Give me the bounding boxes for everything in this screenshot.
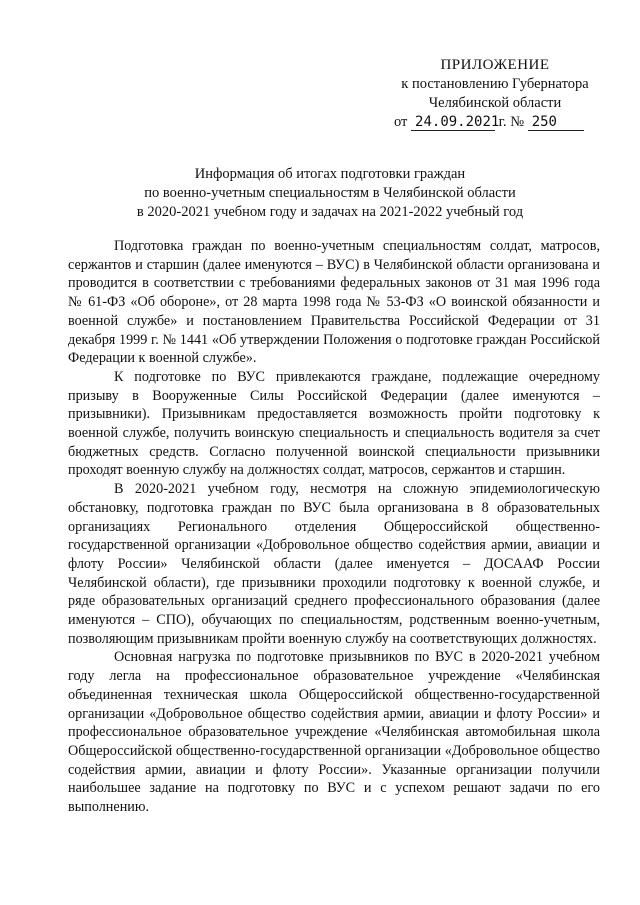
document-heading <box>70 165 590 222</box>
appendix-title: ПРИЛОЖЕНИЕ <box>440 57 550 73</box>
number-prefix: г. № <box>498 114 525 130</box>
heading-line-3: в 2020-2021 учебном году и задачах на 2021-2022 учебный год <box>136 204 524 220</box>
appendix-block <box>380 56 610 132</box>
appendix-date-line <box>380 113 610 132</box>
handwritten-date: 24.09.2021 <box>411 114 495 131</box>
paragraph: К подготовке по ВУС привлекаются граждане, подлежащие очередному призыву в Вооруженные Силы Российской Федерации (далее именуются – призывники). Призывникам предоставляется возможность пройти подготовку к военной службе, получить воинскую специальность и специальность водителя за счет бюджетных средств. Согласно полученной воинской специальности призывники проходят военную службу на должностях солдат, матросов, сержантов и старшин. <box>68 368 600 479</box>
heading-line-1: Информация об итогах подготовки граждан <box>194 166 466 182</box>
handwritten-number: 250 <box>528 114 584 131</box>
date-prefix: от <box>394 114 408 130</box>
paragraph: В 2020-2021 учебном году, несмотря на сложную эпидемиологическую обстановку, подготовка граждан по ВУС была организована в 8 образовательных организациях Регионального отделения Общероссийской общественно-государственной организации «Добровольное общество содействия армии, авиации и флоту России» Челябинской области (далее именуется – ДОСААФ России Челябинской области), где призывники проходили подготовку к военной службе, и ряде образовательных организаций среднего профессионального образования (далее именуются – СПО), обучающих по специальностям, родственным военно-учетным, позволяющим призывникам пройти военную службу на соответствующих должностях. <box>68 481 600 647</box>
paragraph: Подготовка граждан по военно-учетным специальностям солдат, матросов, сержантов и старшин (далее именуются – ВУС) в Челябинской области организована и проводится в соответствии с требованиями федеральных законов от 31 мая 1996 года № 61-ФЗ «Об обороне», от 28 марта 1998 года № 53-ФЗ «О воинской обязанности и военной службе» и постановлением Правительства Российской Федерации от 31 декабря 1999 г. № 1441 «Об утверждении Положения о подготовке граждан Российской Федерации к военной службе». <box>68 238 600 367</box>
document-body <box>68 237 600 817</box>
appendix-line-2: Челябинской области <box>428 95 562 111</box>
paragraph: Основная нагрузка по подготовке призывников по ВУС в 2020-2021 учебном году легла на профессиональное образовательное учреждение «Челябинская объединенная техническая школа Общероссийской общественно-государственной организации «Добровольное общество содействия армии, авиации и флоту России» и профессиональное образовательное учреждение «Челябинская автомобильная школа Общероссийской общественно-государственной организации «Добровольное общество содействия армии, авиации и флоту России». Указанные организации получили наибольшее задание на подготовку по ВУС и с успехом решают задачи по его выполнению. <box>68 649 600 816</box>
heading-line-2: по военно-учетным специальностям в Челябинской области <box>144 185 516 201</box>
appendix-line-1: к постановлению Губернатора <box>401 76 589 92</box>
